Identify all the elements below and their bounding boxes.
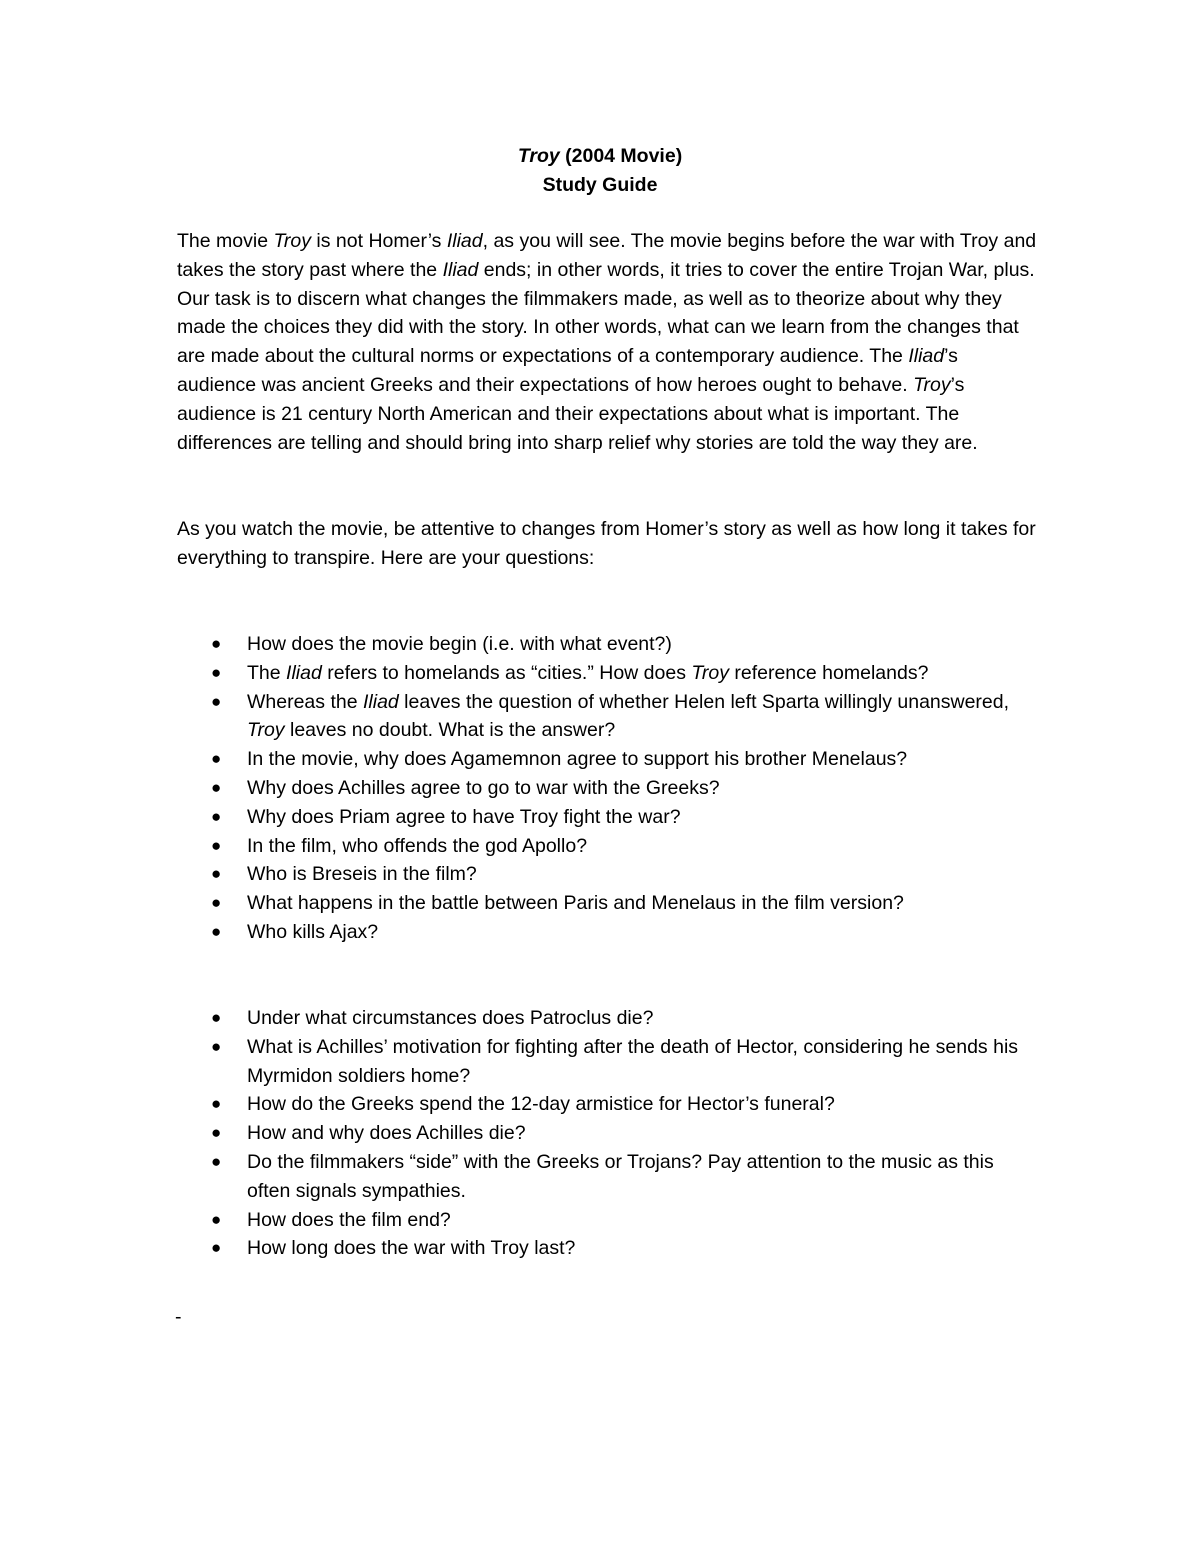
- question-text: Who is Breseis in the film?: [247, 863, 477, 886]
- question-text: How and why does Achilles die?: [247, 1122, 526, 1145]
- question-iliad-ref: Iliad: [362, 690, 399, 713]
- question-item: [177, 1033, 1037, 1091]
- question-item: [177, 860, 1037, 889]
- question-item: [177, 630, 1037, 659]
- bullet-icon: ●: [211, 864, 222, 884]
- bullet-icon: ●: [211, 1238, 222, 1258]
- bullet-icon: ●: [211, 893, 222, 913]
- question-text: How do the Greeks spend the 12-day armistice for Hector’s funeral?: [247, 1093, 835, 1116]
- document-subtitle: Study Guide: [542, 174, 658, 196]
- question-item: [177, 774, 1037, 803]
- intro-film-ref: Troy: [273, 230, 312, 252]
- question-item: [177, 889, 1037, 918]
- trailing-dash: -: [175, 1306, 182, 1328]
- title-year: (2004 Movie): [559, 145, 683, 167]
- bullet-icon: ●: [211, 749, 222, 769]
- question-item: [177, 688, 1037, 746]
- question-item: [177, 1206, 1037, 1235]
- question-text: What happens in the battle between Paris and Menelaus in the film version?: [247, 892, 904, 915]
- intro-iliad-ref: Iliad: [908, 345, 945, 368]
- question-text: reference homelands?: [728, 661, 929, 684]
- question-text: How does the movie begin (i.e. with what event?): [247, 633, 672, 655]
- question-text: Why does Achilles agree to go to war with the Greeks?: [247, 776, 720, 799]
- question-text: Do the filmmakers “side” with the Greeks or Trojans? Pay attention to the music as this often signals sympathies.: [247, 1150, 994, 1202]
- question-text: Why does Priam agree to have Troy fight the war?: [247, 805, 681, 828]
- intro-text: ’s audience is 21 century North American and their expectations about what is important. The differences are telling and should bring into sharp relief why stories are told the way they are.: [177, 373, 978, 454]
- question-film-ref: Troy: [691, 661, 729, 684]
- document-title: [0, 142, 1200, 200]
- question-film-ref: Troy: [247, 719, 285, 742]
- question-list-part-2: [177, 1004, 1037, 1263]
- question-text: Whereas the: [247, 690, 363, 713]
- bullet-icon: ●: [211, 835, 222, 855]
- intro-text: is not Homer’s: [311, 230, 447, 252]
- bullet-icon: ●: [211, 662, 222, 682]
- question-item: [177, 803, 1037, 832]
- title-film-name: Troy: [517, 145, 560, 167]
- question-item: [177, 659, 1037, 688]
- bullet-icon: ●: [211, 777, 222, 797]
- question-text: leaves no doubt. What is the answer?: [284, 719, 616, 742]
- question-text: Who kills Ajax?: [247, 920, 379, 943]
- question-text: leaves the question of whether Helen left Sparta willingly unanswered,: [398, 690, 1010, 713]
- intro-text: ends; in other words, it tries to cover the entire Trojan War, plus. Our task is to discern what changes the filmmakers made, as well as to theorize about why they made the choices they did with the story. In other words, what can we learn from the changes that are made about the cultural norms or expectations of a contemporary audience. The: [177, 258, 1035, 368]
- question-text: The: [247, 661, 287, 684]
- intro-text: The movie: [177, 230, 274, 252]
- question-text: In the movie, why does Agamemnon agree to support his brother Menelaus?: [247, 748, 908, 771]
- bullet-icon: ●: [211, 1123, 222, 1143]
- intro-film-ref: Troy: [913, 373, 951, 396]
- title-line-1: [0, 142, 1200, 171]
- question-text: Under what circumstances does Patroclus die?: [247, 1007, 654, 1029]
- question-text: What is Achilles’ motivation for fighting after the death of Hector, considering he sends his Myrmidon soldiers home?: [247, 1035, 1019, 1087]
- question-item: [177, 1119, 1037, 1148]
- question-item: [177, 832, 1037, 861]
- bullet-icon: ●: [211, 1094, 222, 1114]
- intro-paragraph: [177, 227, 1037, 457]
- bullet-icon: ●: [211, 691, 222, 711]
- bullet-icon: ●: [211, 921, 222, 941]
- bullet-icon: ●: [211, 1209, 222, 1229]
- bullet-icon: ●: [211, 634, 222, 653]
- question-list-part-1: [177, 630, 1037, 947]
- question-item: [177, 1234, 1037, 1263]
- instructions-paragraph: As you watch the movie, be attentive to changes from Homer’s story as well as how long it takes for everything to transpire. Here are your questions:: [177, 518, 1036, 569]
- intro-iliad-ref: Iliad: [442, 258, 479, 281]
- question-text: refers to homelands as “cities.” How does: [321, 661, 692, 684]
- bullet-icon: ●: [211, 1008, 222, 1027]
- question-item: [177, 1148, 1037, 1206]
- intro-text: ’s audience was ancient Greeks and their expectations of how heroes ought to behave.: [177, 345, 958, 396]
- bullet-icon: ●: [211, 1036, 222, 1056]
- question-item: [177, 918, 1037, 947]
- question-text: How does the film end?: [247, 1208, 451, 1231]
- question-item: [177, 745, 1037, 774]
- bullet-icon: ●: [211, 806, 222, 826]
- question-item: [177, 1090, 1037, 1119]
- intro-text: , as you will see. The movie begins before the war with Troy and takes the story past where the: [177, 230, 1037, 281]
- intro-iliad-ref: Iliad: [446, 230, 483, 252]
- question-item: [177, 1004, 1037, 1033]
- bullet-icon: ●: [211, 1151, 222, 1171]
- question-text: How long does the war with Troy last?: [247, 1237, 576, 1260]
- question-iliad-ref: Iliad: [286, 661, 322, 684]
- question-text: In the film, who offends the god Apollo?: [247, 834, 588, 857]
